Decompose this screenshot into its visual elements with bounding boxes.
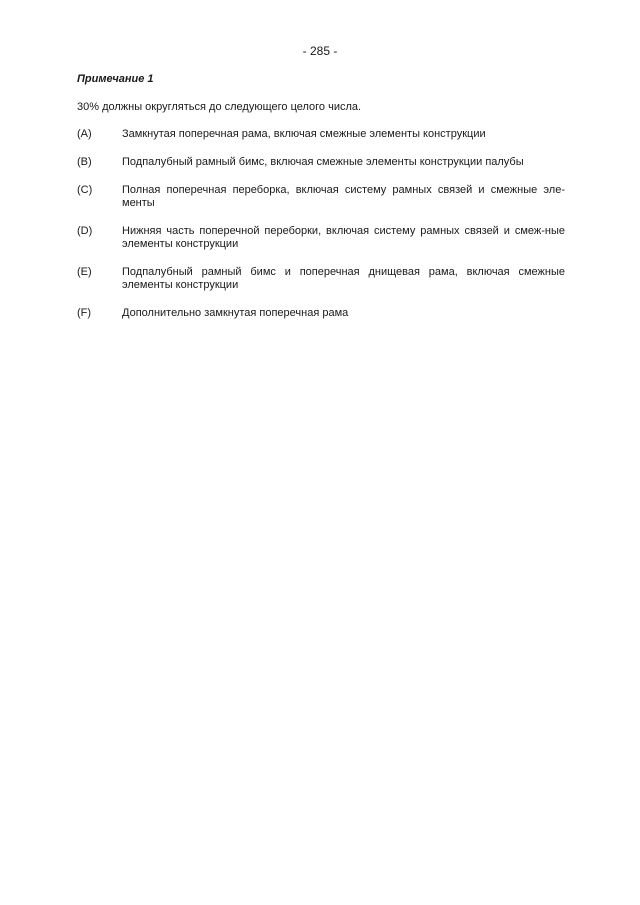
- item-text: Замкнутая поперечная рама, включая смежные элементы конструкции: [122, 128, 486, 140]
- item-text: Нижняя часть поперечной переборки, включая систему рамных связей и смеж-ные элементы конструкции: [122, 225, 565, 250]
- list-item: [77, 184, 565, 210]
- list-item: [77, 128, 565, 141]
- item-text: Подпалубный рамный бимс, включая смежные элементы конструкции палубы: [122, 156, 524, 168]
- item-label: (C): [77, 184, 93, 196]
- list-item: [77, 225, 565, 251]
- item-label: (F): [77, 307, 92, 319]
- intro-paragraph: 30% должны округляться до следующего целого числа.: [77, 101, 362, 113]
- note-title: Примечание 1: [77, 73, 154, 85]
- item-label: (A): [77, 128, 92, 140]
- item-label: (E): [77, 266, 92, 278]
- item-label: (B): [77, 156, 92, 168]
- list-item: [77, 266, 565, 292]
- item-label: (D): [77, 225, 93, 237]
- page-number: - 285 -: [302, 44, 338, 58]
- item-text: Дополнительно замкнутая поперечная рама: [122, 307, 349, 319]
- item-list: [77, 128, 565, 335]
- item-text: Подпалубный рамный бимс и поперечная днищевая рама, включая смежные элементы конструкции: [122, 266, 565, 291]
- list-item: [77, 156, 565, 169]
- item-text: Полная поперечная переборка, включая систему рамных связей и смежные эле-менты: [122, 184, 565, 209]
- list-item: [77, 307, 565, 320]
